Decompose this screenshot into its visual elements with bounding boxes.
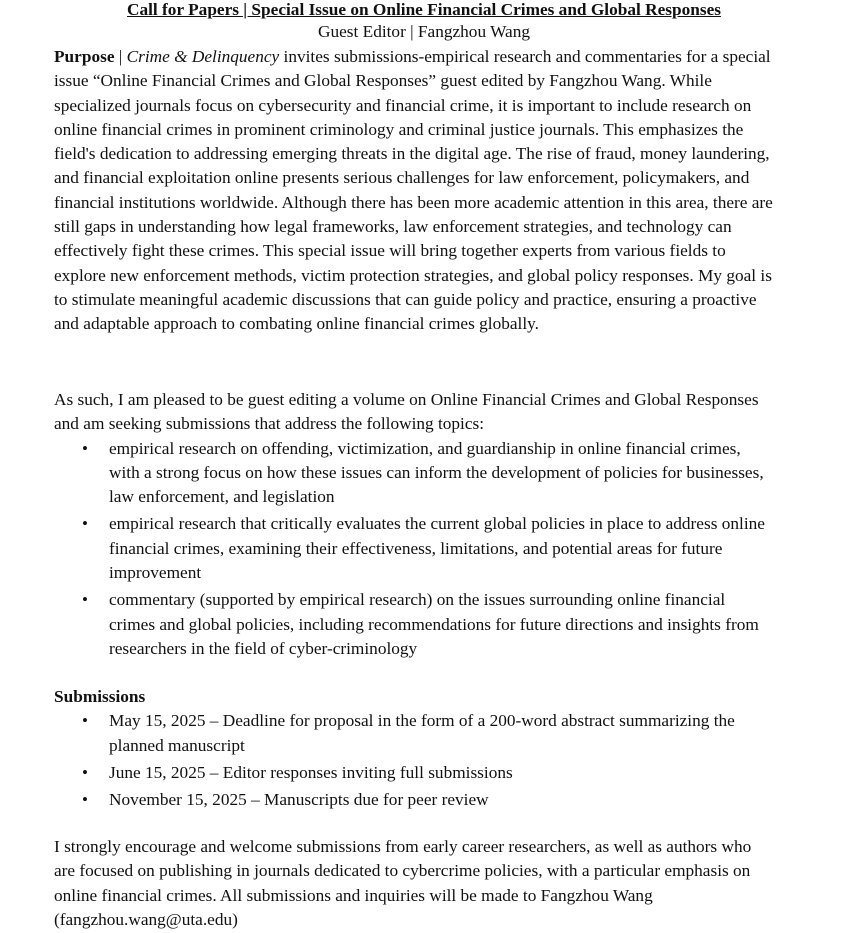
page-title: Call for Papers | Special Issue on Online Financial Crimes and Global Responses [127,0,721,19]
guest-editor-line: Guest Editor | Fangzhou Wang [318,22,530,41]
topic-item: • commentary (supported by empirical research) on the issues surrounding online financial crimes and global policies, including recommendations for future directions and insights from researchers in the field of cyber-criminology [54,588,774,661]
deadline-item: • May 15, 2025 – Deadline for proposal in the form of a 200-word abstract summarizing the planned manuscript [54,709,774,758]
submissions-heading: Submissions [54,687,146,706]
purpose-section [54,45,774,337]
closing-section [54,835,774,932]
journal-name: Crime & Delinquency [126,47,280,66]
purpose-paragraph [54,45,774,337]
topic-item: • empirical research on offending, victimization, and guardianship in online financial crimes, with a strong focus on how these issues can inform the development of policies for businesses, law enforcement, and legislation [54,437,774,510]
topics-intro: As such, I am pleased to be guest editing a volume on Online Financial Crimes and Global Responses and am seeking submissions that address the following topics: [54,390,759,434]
topics-section [54,388,774,661]
purpose-label: Purpose [54,47,115,66]
purpose-separator: | [114,47,127,66]
topic-item: • empirical research that critically evaluates the current global policies in place to address online financial crimes, examining their effectiveness, limitations, and potential areas for future improvement [54,512,774,585]
closing-paragraph: I strongly encourage and welcome submissions from early career researchers, as well as authors who are focused on publishing in journals dedicated to cybercrime policies, with a particular emphasis on online financial crimes. All submissions and inquiries will be made to Fangzhou Wang (fangzhou.wang@uta.edu) [54,837,752,929]
deadline-item: • November 15, 2025 – Manuscripts due for peer review [54,788,774,812]
deadline-item: • June 15, 2025 – Editor responses inviting full submissions [54,761,774,785]
topics-list [54,437,774,662]
purpose-text: invites submissions-empirical research and commentaries for a special issue “Online Financial Crimes and Global Responses” guest edited by Fangzhou Wang. While specialized journals focus on cybersecurity and financial crime, it is important to include research on online financial crimes in prominent criminology and criminal justice journals. This emphasizes the field's dedication to addressing emerging threats in the digital age. The rise of fraud, money laundering, and financial exploitation online presents serious challenges for law enforcement, policymakers, and financial institutions worldwide. Although there has been more academic attention in this area, there are still gaps in understanding how legal frameworks, law enforcement strategies, and technology can effectively fight these crimes. This special issue will bring together experts from various fields to explore new enforcement methods, victim protection strategies, and global policy responses. My goal is to stimulate meaningful academic discussions that can guide policy and practice, ensuring a proactive and adaptable approach to combating online financial crimes globally. [54,47,773,334]
submissions-list [54,709,774,812]
submissions-section [54,685,774,812]
